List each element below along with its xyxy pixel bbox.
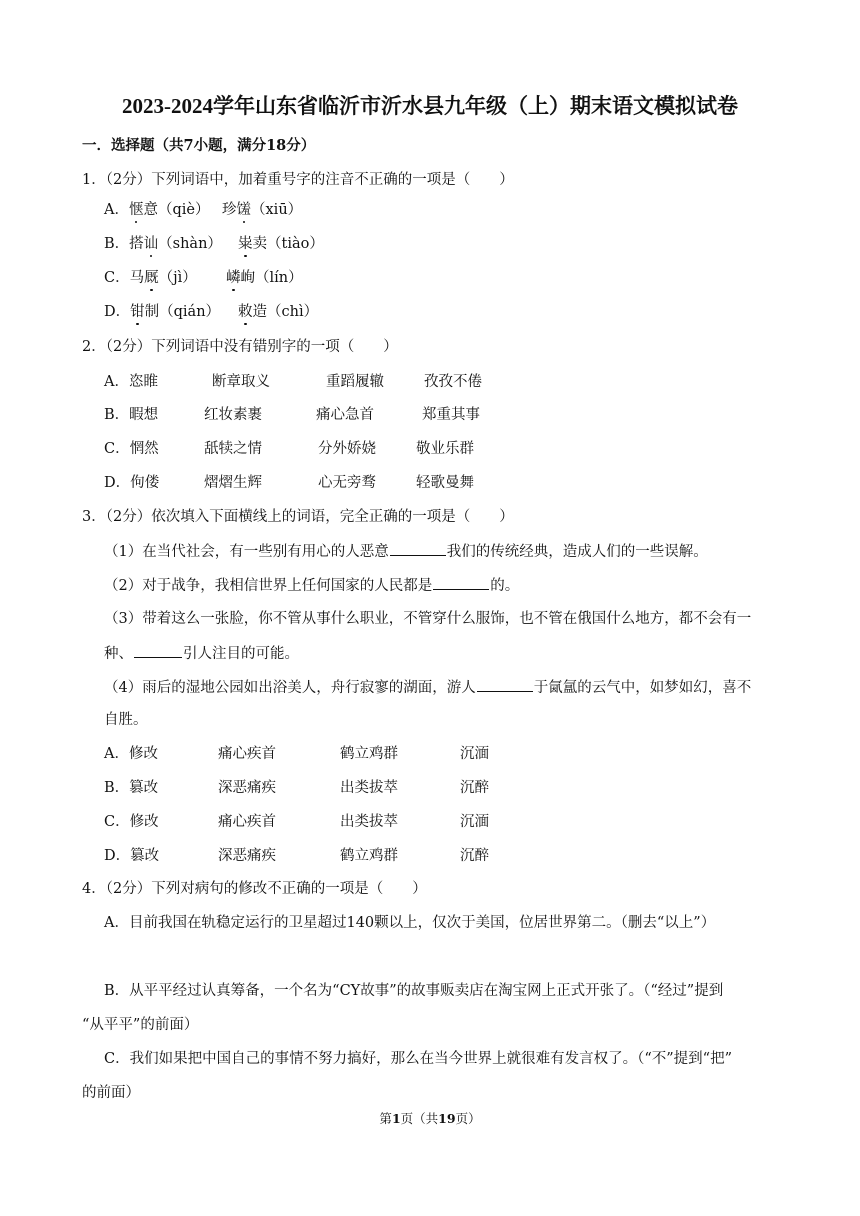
q3-option-d-1: D．篡改 <box>104 848 160 864</box>
q1-option-a: A．惬意（qiè） <box>104 202 210 218</box>
emphasis-char: 钳 <box>130 304 145 320</box>
q3-sentence-3-cont: 种、 引人注目的可能。 <box>104 643 299 664</box>
q3-option-b-4: 沉醉 <box>460 780 489 796</box>
page-total: 19 <box>438 1111 456 1126</box>
q3-option-d-4: 沉醉 <box>460 848 489 864</box>
question-3-stem: 3．（2分）依次填入下面横线上的词语，完全正确的一项是（ ） <box>82 509 514 525</box>
fill-blank <box>477 677 533 692</box>
q4-option-c: C．我们如果把中国自己的事情不努力搞好，那么在当今世界上就很难有发言权了。（“不”提到“把” <box>104 1051 732 1067</box>
emphasis-char: 讪 <box>143 236 159 252</box>
q3-option-d-2: 深恶痛疾 <box>218 848 276 864</box>
question-2-stem: 2．（2分）下列词语中没有错别字的一项（ ） <box>82 339 398 355</box>
q3-option-b-3: 出类拔萃 <box>340 780 398 796</box>
q4-option-b-cont: “从平平”的前面） <box>82 1017 199 1033</box>
q3-option-a-2: 痛心疾首 <box>218 746 276 762</box>
q2-option-a-2: 断章取义 <box>212 374 270 390</box>
question-1-stem: 1．（2分）下列词语中，加着重号字的注音不正确的一项是（ ） <box>82 172 514 188</box>
q2-option-d-1: D．佝偻 <box>104 475 160 491</box>
q3-sentence-2: （2）对于战争，我相信世界上任何国家的人民都是 的。 <box>104 575 519 596</box>
q2-option-d-3: 心无旁骛 <box>318 475 376 491</box>
page-number: 1 <box>391 1111 401 1126</box>
q2-option-c-1: C．惘然 <box>104 441 159 457</box>
q3-option-b-2: 深恶痛疾 <box>218 780 276 796</box>
q2-option-a-4: 孜孜不倦 <box>424 374 482 390</box>
emphasis-char: 粜 <box>238 236 253 252</box>
q2-option-d-2: 熠熠生辉 <box>204 475 262 491</box>
emphasis-char: 嶙 <box>226 270 241 286</box>
q2-option-a-1: A．恣睢 <box>104 374 158 390</box>
fill-blank <box>390 541 446 556</box>
fill-blank <box>433 575 489 590</box>
q2-option-b-1: B．暇想 <box>104 407 159 423</box>
q1-option-d: D．钳制（qián） <box>104 304 221 320</box>
q3-sentence-4: （4）雨后的湿地公园如出浴美人，舟行寂寥的湖面，游人 于氤氲的云气中，如梦如幻，喜不 <box>104 677 751 698</box>
emphasis-char: 馐 <box>236 202 251 218</box>
q3-sentence-4-cont: 自胜。 <box>104 712 148 728</box>
q3-sentence-3: （3）带着这么一张脸，你不管从事什么职业，不管穿什么服饰，也不管在俄国什么地方，都不会有一 <box>104 611 752 627</box>
q2-option-c-2: 舐犊之情 <box>204 441 262 457</box>
q3-option-c-1: C．修改 <box>104 814 159 830</box>
q3-option-a-3: 鹤立鸡群 <box>340 746 398 762</box>
q2-option-b-2: 红妆素裹 <box>204 407 262 423</box>
q3-option-a-1: A．修改 <box>104 746 158 762</box>
exam-title: 2023-2024学年山东省临沂市沂水县九年级（上）期末语文模拟试卷 <box>122 94 738 118</box>
section-heading: 一．选择题（共7小题，满分18分） <box>82 137 316 154</box>
q1-option-b: B．搭讪（shàn） <box>104 236 222 252</box>
q4-option-a: A．目前我国在轨稳定运行的卫星超过140颗以上，仅次于美国，位居世界第二。（删去“以上”） <box>104 915 716 931</box>
q2-option-c-4: 敬业乐群 <box>416 441 474 457</box>
q3-option-d-3: 鹤立鸡群 <box>340 848 398 864</box>
q1-option-b-word2: 粜卖（tiào） <box>238 236 324 252</box>
q3-option-b-1: B．篡改 <box>104 780 159 796</box>
q3-option-c-4: 沉湎 <box>460 814 489 830</box>
q3-option-a-4: 沉湎 <box>460 746 489 762</box>
fill-blank <box>134 643 182 658</box>
q1-option-d-word2: 敕造（chì） <box>238 304 319 320</box>
q4-option-b: B．从平平经过认真筹备，一个名为“CY故事”的故事贩卖店在淘宝网上正式开张了。（“经过”提到 <box>104 983 724 999</box>
q2-option-a-3: 重蹈履辙 <box>326 374 384 390</box>
q1-option-a-word2: 珍馐（xiū） <box>222 202 303 218</box>
q3-sentence-1: （1）在当代社会，有一些别有用心的人恶意 我们的传统经典，造成人们的一些误解。 <box>104 541 708 562</box>
page-footer: 第1页（共19页） <box>379 1111 481 1126</box>
q2-option-d-4: 轻歌曼舞 <box>416 475 474 491</box>
q1-option-c-word2: 嶙峋（lín） <box>226 270 303 286</box>
q3-option-c-3: 出类拔萃 <box>340 814 398 830</box>
emphasis-char: 惬 <box>128 202 144 218</box>
q1-option-c: C．马厩（jì） <box>104 270 197 286</box>
q2-option-b-4: 郑重其事 <box>422 407 480 423</box>
q4-option-c-cont: 的前面） <box>82 1085 140 1101</box>
question-4-stem: 4．（2分）下列对病句的修改不正确的一项是（ ） <box>82 881 427 897</box>
q2-option-b-3: 痛心急首 <box>316 407 374 423</box>
emphasis-char: 厩 <box>144 270 159 286</box>
emphasis-char: 敕 <box>238 304 253 320</box>
q3-option-c-2: 痛心疾首 <box>218 814 276 830</box>
q2-option-c-3: 分外娇娆 <box>318 441 376 457</box>
